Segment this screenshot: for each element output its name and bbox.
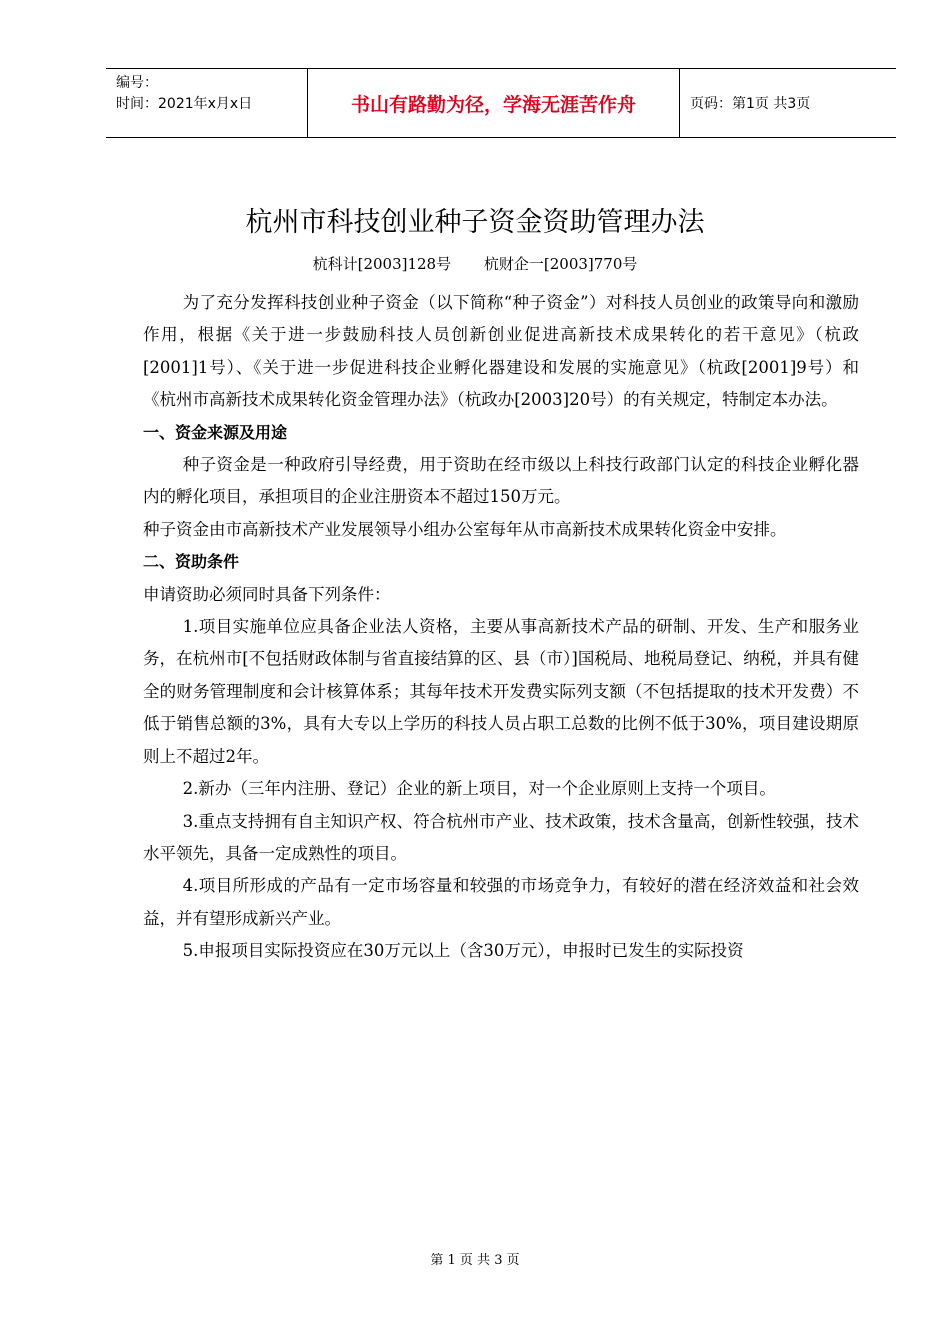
document-title: 杭州市科技创业种子资金资助管理办法 — [245, 207, 705, 238]
list-item: 1.项目实施单位应具备企业法人资格，主要从事高新技术产品的研制、开发、生产和服务业务，在杭州市[不包括财政体制与省直接结算的区、县（市）]国税局、地税局登记、纳税，并具有健全的财务管理制度和会计核算体系；其每年技术开发费实际列支额（不包括提取的技术开发费）不低于销售总额的3%，具有大专以上学历的科技人员占职工总数的比例不低于30%，项目建设期原则上不超过2年。 — [143, 617, 859, 766]
body-paragraph: 种子资金由市高新技术产业发展领导小组办公室每年从市高新技术成果转化资金中安排。 — [143, 519, 787, 539]
list-item: 5.申报项目实际投资应在30万元以上（含30万元），申报时已发生的实际投资 — [182, 941, 744, 961]
motto: 书山有路勤为径，学海无涯苦作舟 — [308, 69, 680, 137]
date-label: 时间：2021年x月x日 — [116, 96, 253, 112]
header-table — [106, 68, 896, 138]
list-item: 2.新办（三年内注册、登记）企业的新上项目，对一个企业原则上支持一个项目。 — [182, 779, 776, 799]
intro-paragraph: 为了充分发挥科技创业种子资金（以下简称“种子资金”）对科技人员创业的政策导向和激励作用，根据《关于进一步鼓励科技人员创新创业促进高新技术成果转化的若干意见》（杭政[2001]1号）、《关于进一步促进科技企业孵化器建设和发展的实施意见》（杭政[2001]9号）和《杭州市高新技术成果转化资金管理办法》（杭政办[2003]20号）的有关规定，特制定本办法。 — [143, 293, 859, 410]
body-paragraph: 申请资助必须同时具备下列条件： — [143, 584, 391, 604]
body-paragraph: 种子资金是一种政府引导经费，用于资助在经市级以上科技行政部门认定的科技企业孵化器内的孵化项目，承担项目的企业注册资本不超过150万元。 — [143, 455, 859, 507]
document-body — [143, 287, 859, 968]
section-heading-2: 二、资助条件 — [143, 552, 240, 572]
doc-number-2: 杭财企一[2003]770号 — [483, 255, 638, 273]
header-left-cell — [106, 69, 308, 137]
page-footer: 第 1 页 共 3 页 — [430, 1253, 520, 1268]
list-item: 3.重点支持拥有自主知识产权、符合杭州市产业、技术政策，技术含量高，创新性较强，技术水平领先，具备一定成熟性的项目。 — [143, 811, 859, 863]
list-item: 4.项目所形成的产品有一定市场容量和较强的市场竞争力，有较好的潜在经济效益和社会效益，并有望形成新兴产业。 — [143, 876, 859, 928]
number-label: 编号： — [116, 75, 158, 91]
page-label: 页码：第1页 共3页 — [690, 96, 811, 112]
doc-number-1: 杭科计[2003]128号 — [312, 255, 452, 273]
document-number-line — [0, 253, 950, 274]
section-heading-1: 一、资金来源及用途 — [143, 422, 288, 442]
